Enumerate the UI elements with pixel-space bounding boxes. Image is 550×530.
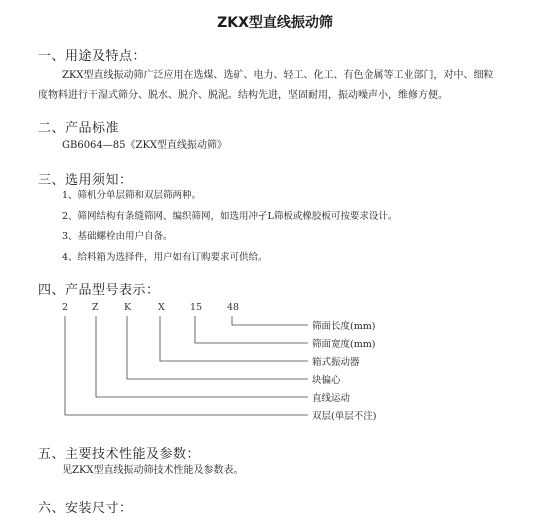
label-screen-width: 筛面宽度(mm) <box>312 339 376 350</box>
product-standard-text: GB6064—85《ZKX型直线振动筛》 <box>62 140 228 151</box>
label-box-exciter: 箱式振动器 <box>312 357 360 368</box>
code-char-2: 2 <box>62 302 69 313</box>
list-item: 4、给料箱为选择件，用户如有订购要求可供给。 <box>62 251 268 263</box>
section-2-heading: 二、产品标准 <box>38 121 120 136</box>
list-item: 3、基础螺栓由用户自备。 <box>62 231 173 242</box>
label-block-eccentric: 块偏心 <box>312 375 341 386</box>
section-4-heading: 四、产品型号表示： <box>38 283 160 298</box>
section-1-line-1: ZKX型直线振动筛广泛应用在选煤、选矿、电力、轻工、化工、有色金属等工业部门，对中、细粒 <box>62 70 494 81</box>
tech-params-text: 见ZKX型直线振动筛技术性能及参数表。 <box>62 465 244 476</box>
label-double-deck: 双层(单层不注) <box>312 411 377 422</box>
code-char-15: 15 <box>190 302 203 313</box>
section-5-heading: 五、主要技术性能及参数： <box>38 447 201 462</box>
label-linear-motion: 直线运动 <box>312 393 351 404</box>
list-item: 1、筛机分单层筛和双层筛两种。 <box>62 190 202 201</box>
code-char-k: K <box>124 302 132 313</box>
section-1-line-2: 度物料进行干湿式筛分、脱水、脱介、脱泥。结构先进，坚固耐用，振动噪声小，维修方便。 <box>38 90 448 101</box>
section-1-heading: 一、用途及特点： <box>38 49 147 64</box>
document-title: ZKX型直线振动筛 <box>217 15 333 31</box>
label-screen-length: 筛面长度(mm) <box>312 321 376 332</box>
section-6-heading: 六、安装尺寸： <box>38 501 133 516</box>
code-char-z: Z <box>92 302 99 313</box>
section-3-heading: 三、选用须知： <box>38 173 133 188</box>
code-char-48: 48 <box>227 302 240 313</box>
code-char-x: X <box>158 302 165 313</box>
list-item: 2、筛网结构有条缝筛网、编织筛网，如选用冲孑L筛板或橡胶板可按要求设计。 <box>62 210 398 222</box>
